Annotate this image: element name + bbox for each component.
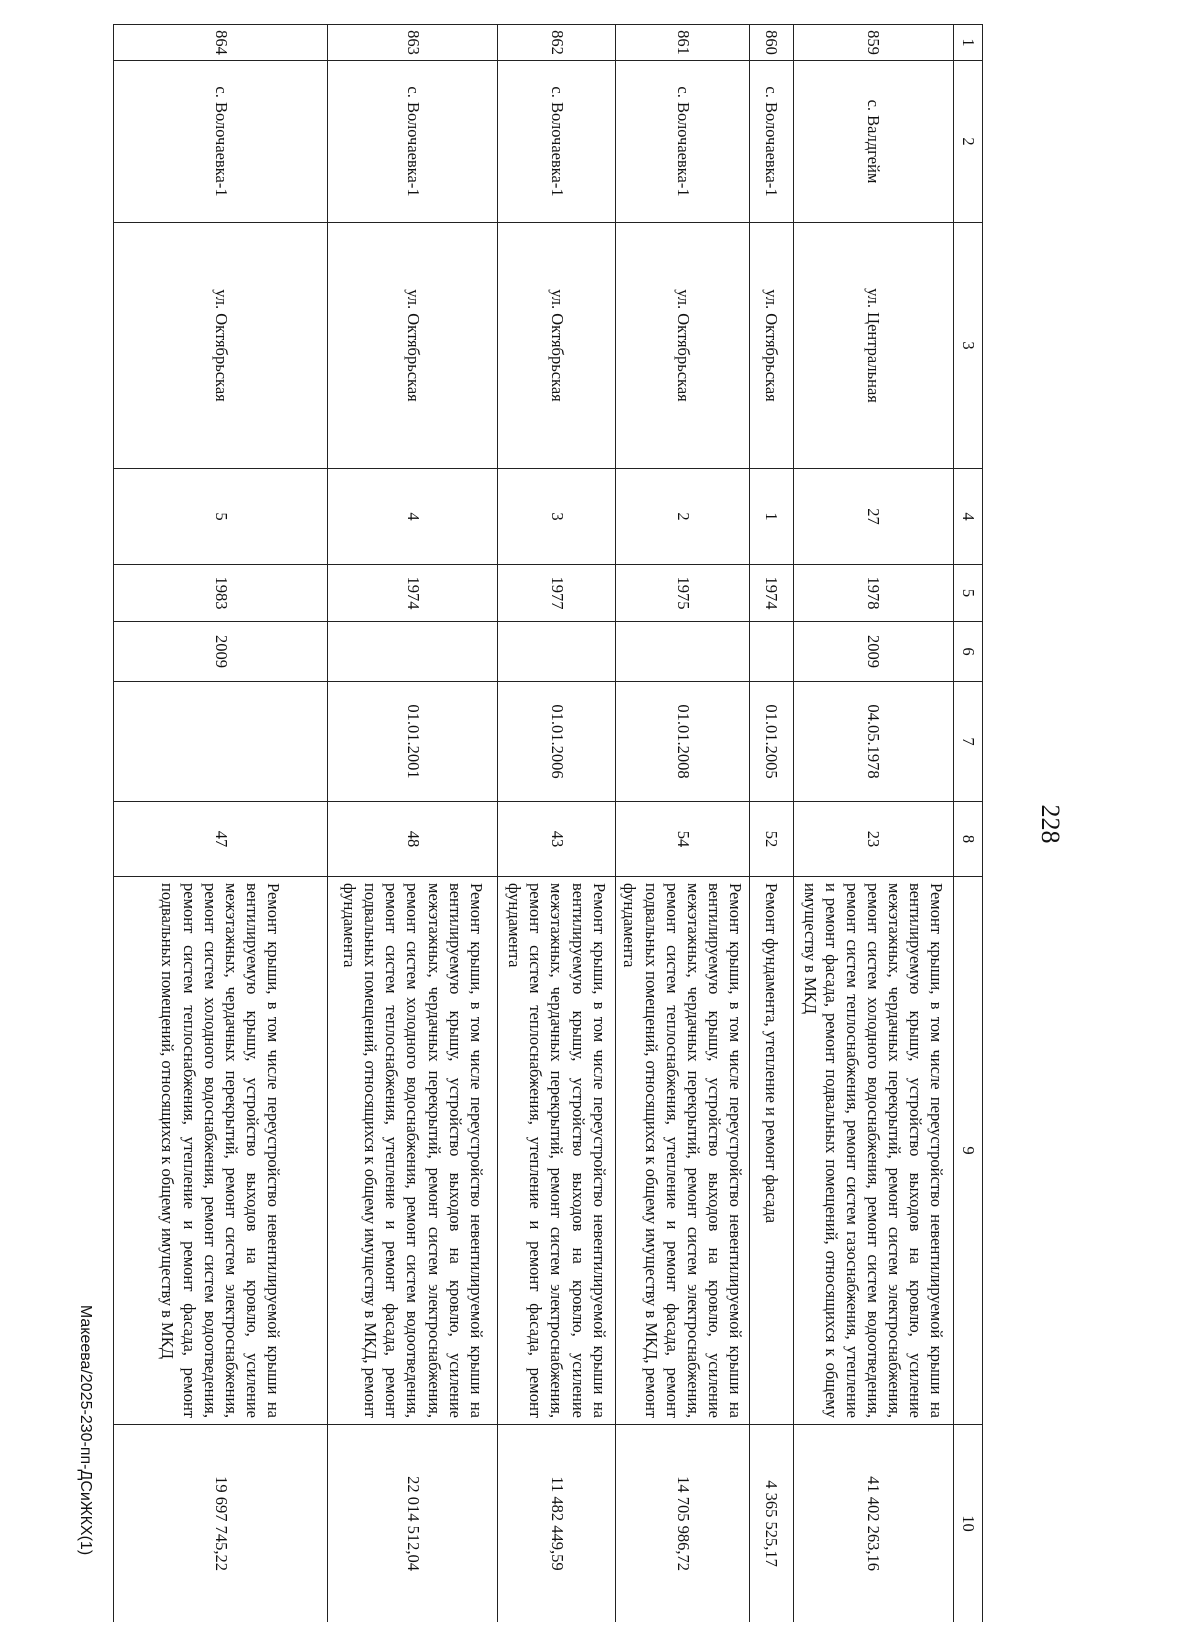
column-number: 7	[954, 682, 983, 802]
year-built-cell: 1983	[114, 565, 328, 622]
cost-cell: 11 482 449,59	[498, 1425, 616, 1623]
row-number: 860	[750, 25, 794, 61]
house-number-cell: 27	[794, 469, 954, 565]
date-cell: 01.01.2008	[616, 682, 750, 802]
street-cell: ул. Октябрьская	[328, 223, 498, 469]
year-built-cell: 1977	[498, 565, 616, 622]
year-repair-cell	[750, 622, 794, 682]
settlement-cell: с. Волочаевка-1	[498, 61, 616, 223]
table-row	[794, 25, 954, 1623]
year-repair-cell: 2009	[794, 622, 954, 682]
repair-register-table	[113, 24, 983, 1622]
date-cell: 01.01.2001	[328, 682, 498, 802]
table-viewport	[113, 24, 983, 1622]
column-number: 6	[954, 622, 983, 682]
cost-cell: 19 697 745,22	[114, 1425, 328, 1623]
table-row	[498, 25, 616, 1623]
count-cell: 47	[114, 802, 328, 877]
document-footer: Макеева/2025-230-пп-ДСиЖКХ(1)	[77, 1304, 94, 1556]
row-number: 862	[498, 25, 616, 61]
date-cell: 04.05.1978	[794, 682, 954, 802]
column-number: 4	[954, 469, 983, 565]
count-cell: 48	[328, 802, 498, 877]
house-number-cell: 5	[114, 469, 328, 565]
street-cell: ул. Октябрьская	[750, 223, 794, 469]
settlement-cell: с. Волочаевка-1	[328, 61, 498, 223]
cost-cell: 14 705 986,72	[616, 1425, 750, 1623]
works-description-cell: Ремонт крыши, в том числе переустройство невентилируемой крыши на вентилируемую крышу, устройство выходов на кровлю, усиление межэтажных, чердачных перекрытий, ремонт систем электроснабжения, ремонт систем холодного водоснабжения, ремонт систем водоотведения, ремонт систем теплоснабжения, утепление и ремонт фасада, ремонт подвальных помещений, относящихся к общему имуществу в МКД	[114, 877, 328, 1425]
page-number: 228	[1036, 804, 1065, 844]
column-number-row	[954, 25, 983, 1623]
rotated-table-wrapper	[113, 24, 983, 1622]
column-number: 10	[954, 1425, 983, 1623]
column-number: 8	[954, 802, 983, 877]
cost-cell: 41 402 263,16	[794, 1425, 954, 1623]
settlement-cell: с. Волочаевка-1	[616, 61, 750, 223]
works-description-cell: Ремонт крыши, в том числе переустройство невентилируемой крыши на вентилируемую крышу, устройство выходов на кровлю, усиление межэтажных, чердачных перекрытий, ремонт систем электроснабжения, ремонт систем теплоснабжения, утепление и ремонт фасада, ремонт фундамента	[498, 877, 616, 1425]
street-cell: ул. Октябрьская	[616, 223, 750, 469]
street-cell: ул. Центральная	[794, 223, 954, 469]
year-built-cell: 1975	[616, 565, 750, 622]
year-built-cell: 1974	[750, 565, 794, 622]
house-number-cell: 4	[328, 469, 498, 565]
house-number-cell: 1	[750, 469, 794, 565]
table-row	[328, 25, 498, 1623]
year-repair-cell	[616, 622, 750, 682]
settlement-cell: с. Волочаевка-1	[750, 61, 794, 223]
table-row	[114, 25, 328, 1623]
table-row	[616, 25, 750, 1623]
column-number: 2	[954, 61, 983, 223]
count-cell: 23	[794, 802, 954, 877]
street-cell: ул. Октябрьская	[498, 223, 616, 469]
column-number: 1	[954, 25, 983, 61]
house-number-cell: 3	[498, 469, 616, 565]
count-cell: 43	[498, 802, 616, 877]
date-cell: 01.01.2005	[750, 682, 794, 802]
count-cell: 52	[750, 802, 794, 877]
column-number: 5	[954, 565, 983, 622]
date-cell	[114, 682, 328, 802]
table-row	[750, 25, 794, 1623]
column-number: 9	[954, 877, 983, 1425]
year-repair-cell	[328, 622, 498, 682]
cost-cell: 4 365 525,17	[750, 1425, 794, 1623]
settlement-cell: с. Волочаевка-1	[114, 61, 328, 223]
column-number: 3	[954, 223, 983, 469]
works-description-cell: Ремонт крыши, в том числе переустройство невентилируемой крыши на вентилируемую крышу, устройство выходов на кровлю, усиление межэтажных, чердачных перекрытий, ремонт систем электроснабжения, ремонт систем холодного водоснабжения, ремонт систем водоотведения, ремонт систем теплоснабжения, ремонт систем газоснабжения, утепление и ремонт фасада, ремонт подвальных помещений, относящихся к общему имуществу в МКД	[794, 877, 954, 1425]
row-number: 863	[328, 25, 498, 61]
year-repair-cell	[498, 622, 616, 682]
row-number: 861	[616, 25, 750, 61]
row-number: 859	[794, 25, 954, 61]
cost-cell: 22 014 512,04	[328, 1425, 498, 1623]
year-built-cell: 1974	[328, 565, 498, 622]
date-cell: 01.01.2006	[498, 682, 616, 802]
settlement-cell: с. Валдгейм	[794, 61, 954, 223]
works-description-cell: Ремонт крыши, в том числе переустройство невентилируемой крыши на вентилируемую крышу, устройство выходов на кровлю, усиление межэтажных, чердачных перекрытий, ремонт систем электроснабжения, ремонт систем холодного водоснабжения, ремонт систем водоотведения, ремонт систем теплоснабжения, утепление и ремонт фасада, ремонт подвальных помещений, относящихся к общему имуществу в МКД, ремонт фундамента	[328, 877, 498, 1425]
house-number-cell: 2	[616, 469, 750, 565]
works-description-cell: Ремонт крыши, в том числе переустройство невентилируемой крыши на вентилируемую крышу, устройство выходов на кровлю, усиление межэтажных, чердачных перекрытий, ремонт систем электроснабжения, ремонт систем теплоснабжения, утепление и ремонт фасада, ремонт подвальных помещений, относящихся к общему имуществу в МКД, ремонт фундамента	[616, 877, 750, 1425]
works-description-cell: Ремонт фундамента, утепление и ремонт фасада	[750, 877, 794, 1425]
year-repair-cell: 2009	[114, 622, 328, 682]
year-built-cell: 1978	[794, 565, 954, 622]
row-number: 864	[114, 25, 328, 61]
street-cell: ул. Октябрьская	[114, 223, 328, 469]
count-cell: 54	[616, 802, 750, 877]
